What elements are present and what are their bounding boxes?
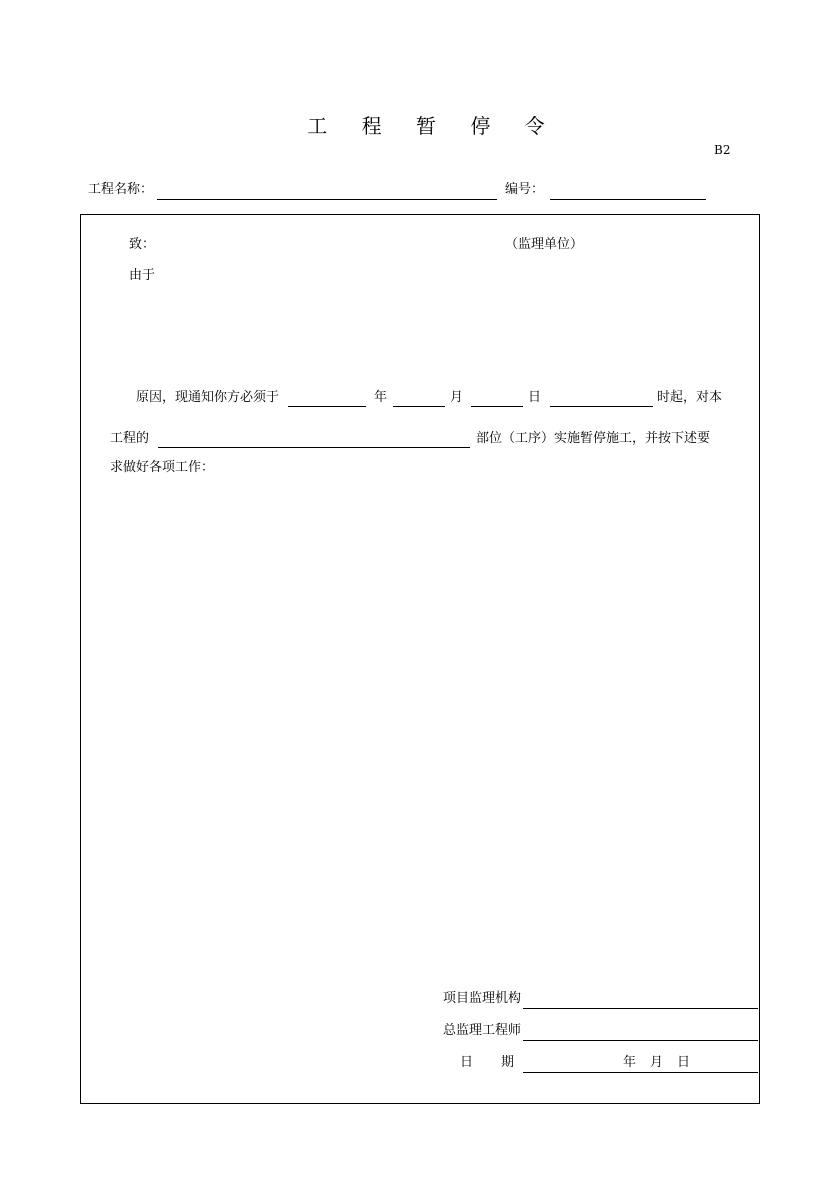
org-label: 项目监理机构 [443, 991, 522, 1006]
date-month-label: 月 [650, 1055, 664, 1070]
day-label: 日 [528, 390, 542, 405]
request-text: 求做好各项工作： [110, 460, 215, 475]
form-code: B2 [714, 143, 731, 157]
to-label: 致： [129, 237, 156, 252]
project-of-label: 工程的 [110, 431, 150, 446]
part-field[interactable] [158, 447, 470, 448]
part-text: 部位（工序）实施暂停施工，并按下述要 [476, 431, 711, 446]
page-title: 工 程 暂 停 令 [307, 114, 559, 138]
form-body-box [80, 214, 760, 1104]
month-label: 月 [450, 390, 464, 405]
supervisor-unit-label: （监理单位） [505, 237, 584, 252]
date-day-label: 日 [677, 1055, 691, 1070]
date-field[interactable] [523, 1072, 758, 1073]
project-name-label: 工程名称： [88, 182, 154, 197]
because-label: 由于 [129, 268, 156, 283]
year-field[interactable] [288, 406, 366, 407]
org-field[interactable] [523, 1008, 758, 1009]
number-label: 编号： [505, 182, 545, 197]
month-field[interactable] [393, 406, 445, 407]
from-time-text: 时起，对本 [657, 390, 723, 405]
date-year-label: 年 [623, 1055, 637, 1070]
engineer-field[interactable] [523, 1040, 758, 1041]
date-label-2: 期 [501, 1055, 515, 1070]
year-label: 年 [374, 390, 388, 405]
reason-text: 原因，现通知你方必须于 [136, 390, 280, 405]
hour-field[interactable] [550, 406, 653, 407]
engineer-label: 总监理工程师 [443, 1023, 522, 1038]
day-field[interactable] [471, 406, 523, 407]
number-field[interactable] [550, 199, 706, 200]
project-name-field[interactable] [157, 199, 497, 200]
date-label-1: 日 [460, 1055, 474, 1070]
